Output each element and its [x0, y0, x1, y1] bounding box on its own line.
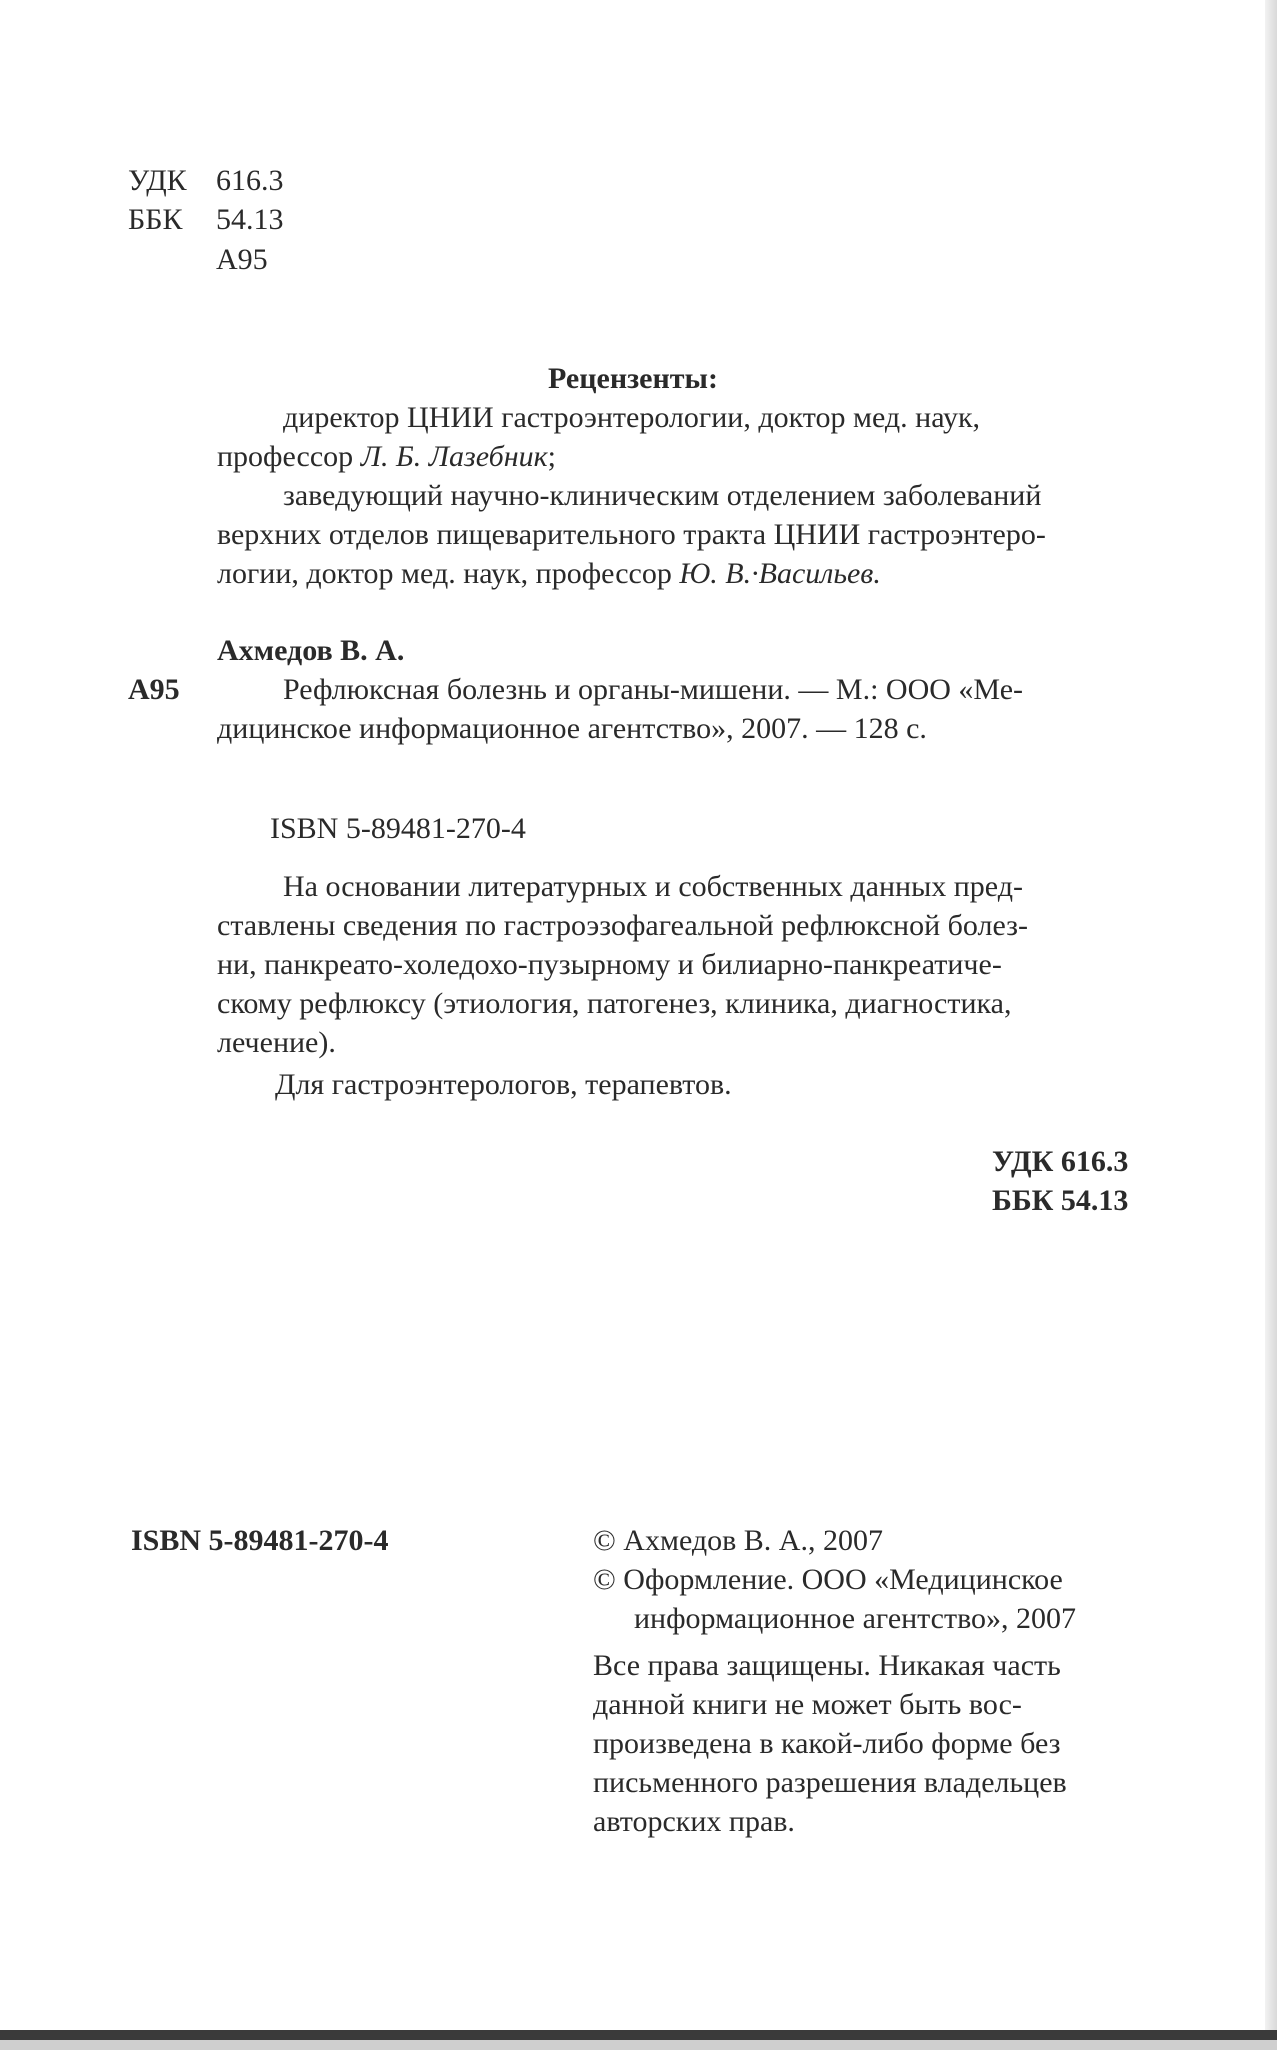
reviewer2-line1: заведующий научно-клиническим отделением заболеваний [283, 479, 1042, 512]
bib-mark: А95 [128, 673, 180, 706]
udk-bold: УДК 616.3 [992, 1145, 1129, 1178]
page-edge-shadow [1265, 0, 1277, 2050]
copyright-author: © Ахмедов В. А., 2007 [593, 1524, 883, 1557]
rights-line: данной книги не может быть вос- [593, 1688, 1022, 1721]
abstract-line: На основании литературных и собственных данных пред- [283, 870, 1023, 903]
rights-line: авторских прав. [593, 1805, 795, 1838]
abstract-audience: Для гастроэнтерологов, терапевтов. [275, 1068, 732, 1101]
bib-line2: дицинское информационное агентство», 2007. — 128 с. [217, 712, 927, 745]
abstract-line: скому рефлюксу (этиология, патогенез, клиника, диагностика, [217, 987, 1012, 1020]
bbk-bold: ББК 54.13 [992, 1184, 1129, 1217]
footer-isbn: ISBN 5-89481-270-4 [131, 1524, 389, 1557]
abstract-line: ни, панкреато-холедохо-пузырному и билиарно-панкреатиче- [217, 948, 1002, 981]
bib-line1: Рефлюксная болезнь и органы-мишени. — М.: ООО «Ме- [283, 673, 1023, 706]
copyright-design-line1: © Оформление. ООО «Медицинское [593, 1563, 1063, 1596]
page-bottom-shadow [0, 2040, 1277, 2050]
rights-line: письменного разрешения владельцев [593, 1766, 1067, 1799]
rights-line: произведена в какой-либо форме без [593, 1727, 1061, 1760]
abstract-line: лечение). [217, 1026, 336, 1059]
bbk-value: 54.13 [216, 203, 284, 236]
udk-value: 616.3 [216, 164, 284, 197]
copyright-design-line2: информационное агентство», 2007 [634, 1602, 1077, 1635]
reviewers-title: Рецензенты: [548, 362, 718, 395]
reviewer1-name: Л. Б. Лазебник [360, 440, 548, 473]
reviewer1-line2: профессор Л. Б. Лазебник; [217, 440, 556, 473]
bbk-label: ББК [128, 203, 183, 236]
reviewer2-name: Ю. В.·Васильев. [679, 557, 881, 590]
reviewer1-line1: директор ЦНИИ гастроэнтерологии, доктор мед. наук, [283, 401, 981, 434]
abstract-line: ставлены сведения по гастроэзофагеальной рефлюксной болез- [217, 909, 1029, 942]
page-bottom-edge [0, 2030, 1277, 2040]
reviewer2-line3: логии, доктор мед. наук, профессор Ю. В.·Васильев. [217, 557, 881, 590]
bib-author: Ахмедов В. А. [217, 634, 405, 667]
udk-label: УДК [128, 164, 187, 197]
isbn-line: ISBN 5-89481-270-4 [270, 812, 526, 845]
author-mark: А95 [216, 243, 268, 276]
rights-line: Все права защищены. Никакая часть [593, 1649, 1061, 1682]
reviewer2-line2: верхних отделов пищеварительного тракта ЦНИИ гастроэнтеро- [217, 518, 1046, 551]
